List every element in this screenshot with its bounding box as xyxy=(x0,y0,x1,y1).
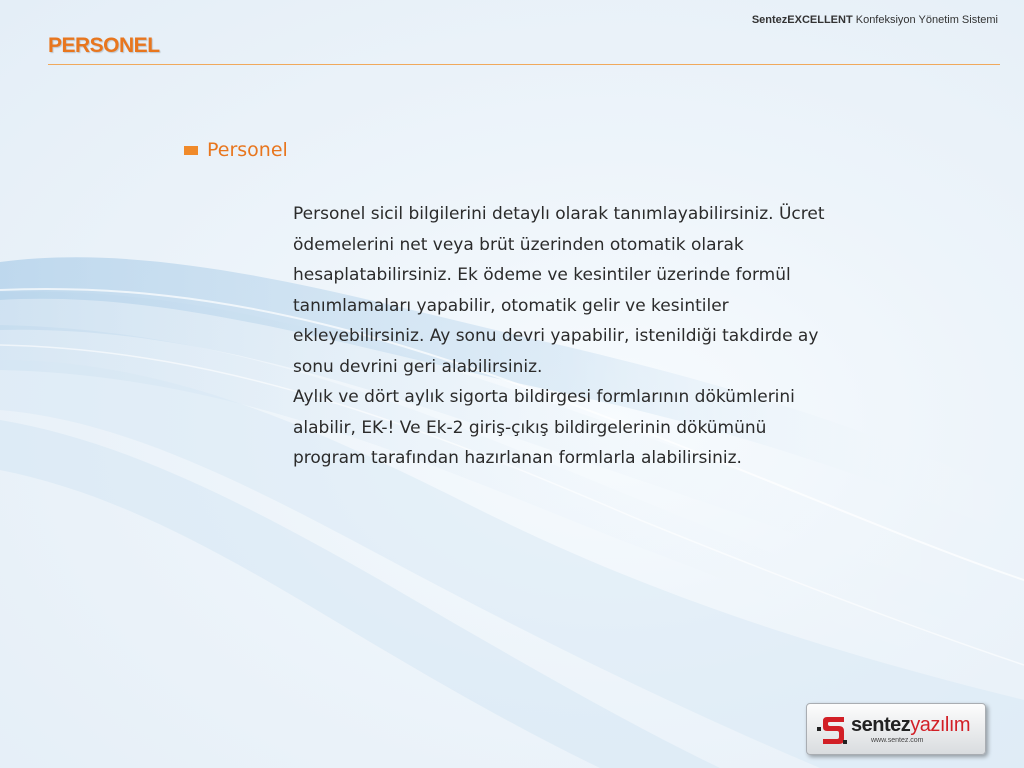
logo-url: www.sentez.com xyxy=(871,737,924,744)
brand-name: SentezEXCELLENT xyxy=(751,14,853,26)
page-title: PERSONEL xyxy=(48,34,160,57)
description-paragraph: Personel sicil bilgilerini detaylı olarak tanımlayabilirsiniz. Ücret ödemelerini net veya brüt üzerinden otomatik olarak hesaplatabilirsiniz. Ek ödeme ve kesintiler üzerinde formül tanımlamaları yapabilir, otomatik gelir ve kesintiler ekleyebilirsiniz. Ay sonu devri yapabilir, istenildiği takdirde ay sonu devrini geri alabilirsiniz. xyxy=(293,204,825,377)
logo-word-yazilim: yazılım xyxy=(910,714,971,736)
company-logo xyxy=(806,703,986,755)
section-heading-label: Personel xyxy=(207,139,288,161)
logo-wordmark xyxy=(851,714,970,736)
logo-word-sentez: sentez xyxy=(851,714,911,736)
description-paragraph: Aylık ve dört aylık sigorta bildirgesi formlarının dökümlerini alabilir, EK-! Ve Ek-2 giriş-çıkış bildirgelerinin dökümünü program tarafından hazırlanan formlarla alabilirsiniz. xyxy=(293,387,795,468)
description-text xyxy=(293,199,833,474)
sentez-s-logo-icon xyxy=(817,713,847,747)
header-brand xyxy=(752,14,998,26)
brand-suffix: Konfeksiyon Yönetim Sistemi xyxy=(855,14,998,26)
bullet-square-icon xyxy=(184,146,198,155)
title-divider xyxy=(48,64,1000,65)
section-heading xyxy=(184,137,288,163)
